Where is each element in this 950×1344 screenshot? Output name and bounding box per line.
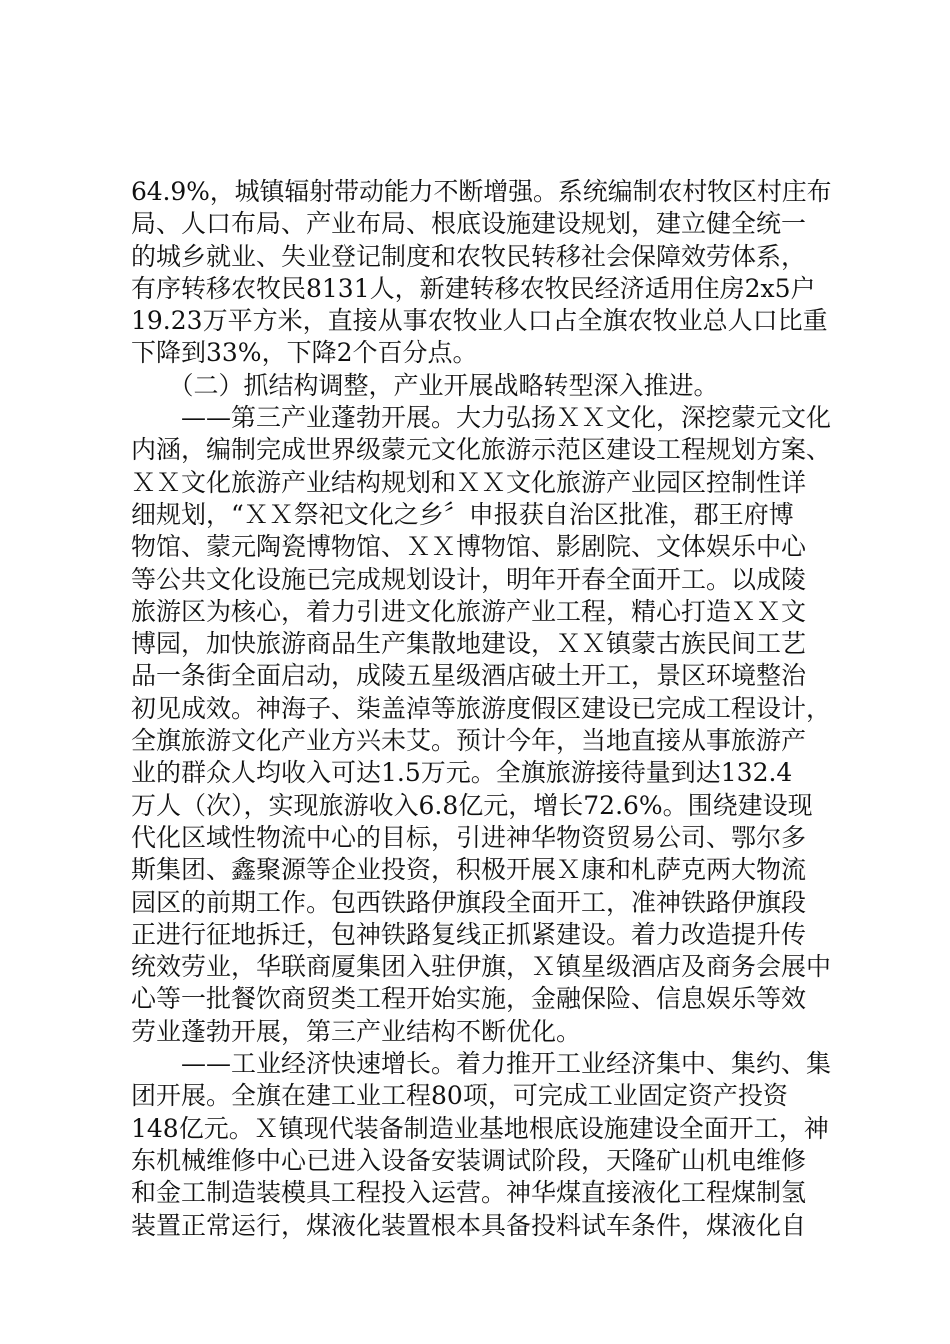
text-line: 19.23万平方米，直接从事农牧业人口占全旗农牧业总人口比重 bbox=[131, 306, 828, 336]
text-line: 初见成效。神海子、柒盖淖等旅游度假区建设已完成工程设计， bbox=[131, 693, 832, 723]
text-line: 旅游区为核心，着力引进文化旅游产业工程，精心打造ＸＸ文 bbox=[131, 596, 807, 626]
text-line: 全旗旅游文化产业方兴未艾。预计今年，当地直接从事旅游产 bbox=[131, 726, 807, 756]
text-line: 心等一批餐饮商贸类工程开始实施，金融保险、信息娱乐等效 bbox=[131, 984, 807, 1014]
text-line: 业的群众人均收入可达1.5万元。全旗旅游接待量到达132.4 bbox=[131, 758, 793, 788]
text-line: 东机械维修中心已进入设备安装调试阶段，天隆矿山机电维修 bbox=[131, 1145, 807, 1175]
body-text bbox=[131, 176, 831, 1242]
text-line: 装置正常运行，煤液化装置根本具备投料试车条件，煤液化自 bbox=[131, 1210, 807, 1240]
text-line: 正进行征地拆迁，包神铁路复线正抓紧建设。着力改造提升传 bbox=[131, 919, 807, 949]
text-line: 内涵，编制完成世界级蒙元文化旅游示范区建设工程规划方案、 bbox=[131, 435, 832, 465]
text-line: 的城乡就业、失业登记制度和农牧民转移社会保障效劳体系， bbox=[131, 241, 807, 271]
text-line: 劳业蓬勃开展，第三产业结构不断优化。 bbox=[131, 1016, 582, 1046]
text-line: 代化区域性物流中心的目标，引进神华物资贸易公司、鄂尔多 bbox=[131, 822, 807, 852]
text-line: 64.9%，城镇辐射带动能力不断增强。系统编制农村牧区村庄布 bbox=[131, 177, 832, 206]
text-line: 局、人口布局、产业布局、根底设施建设规划，建立健全统一 bbox=[131, 209, 807, 239]
text-line: 和金工制造装模具工程投入运营。神华煤直接液化工程煤制氢 bbox=[131, 1178, 807, 1208]
text-line: ＸＸ文化旅游产业结构规划和ＸＸ文化旅游产业园区控制性详 bbox=[131, 467, 807, 497]
text-line: 148亿元。Ｘ镇现代装备制造业基地根底设施建设全面开工，神 bbox=[131, 1113, 829, 1143]
text-line: 斯集团、鑫聚源等企业投资，积极开展Ｘ康和札萨克两大物流 bbox=[131, 855, 807, 885]
text-line: 万人（次），实现旅游收入6.8亿元，增长72.6%。围绕建设现 bbox=[131, 790, 813, 820]
text-line: （二）抓结构调整，产业开展战略转型深入推进。 bbox=[131, 370, 719, 400]
text-line: 物馆、蒙元陶瓷博物馆、ＸＸ博物馆、影剧院、文体娱乐中心 bbox=[131, 532, 807, 562]
text-line: 品一条街全面启动，成陵五星级酒店破土开工，景区环境整治 bbox=[131, 661, 807, 691]
text-line: 下降到33%，下降2个百分点。 bbox=[131, 338, 478, 368]
text-line: ——工业经济快速增长。着力推开工业经济集中、集约、集 bbox=[131, 1049, 832, 1079]
text-line: 有序转移农牧民8131人，新建转移农牧民经济适用住房2x5户 bbox=[131, 273, 816, 303]
text-line: ——第三产业蓬勃开展。大力弘扬ＸＸ文化，深挖蒙元文化 bbox=[131, 403, 832, 433]
text-line: 等公共文化设施已完成规划设计，明年开春全面开工。以成陵 bbox=[131, 564, 807, 594]
text-line: 细规划，“ＸＸ祭祀文化之乡〞申报获自治区批准，郡王府博 bbox=[131, 499, 794, 529]
text-line: 园区的前期工作。包西铁路伊旗段全面开工，准神铁路伊旗段 bbox=[131, 887, 807, 917]
text-line: 统效劳业，华联商厦集团入驻伊旗，Ｘ镇星级酒店及商务会展中 bbox=[131, 952, 832, 982]
text-line: 团开展。全旗在建工业工程80项，可完成工业固定资产投资 bbox=[131, 1081, 788, 1111]
text-line: 博园，加快旅游商品生产集散地建设，ＸＸ镇蒙古族民间工艺 bbox=[131, 629, 807, 659]
